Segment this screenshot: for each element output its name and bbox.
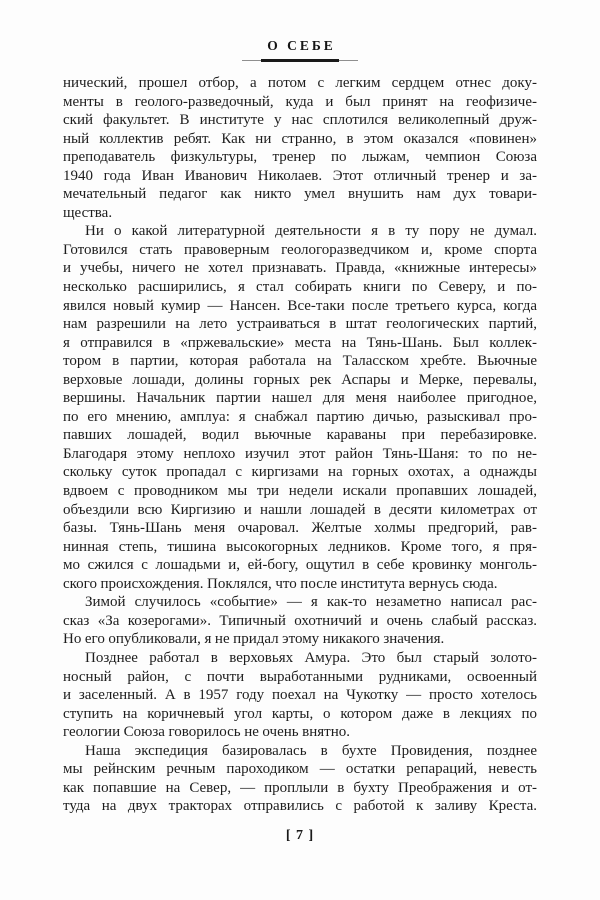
text-line: 1940 года Иван Иванович Николаев. Этот отличный тренер и за- xyxy=(63,167,537,184)
text-line: несколько расширились, я стал собирать книги по Северу, и по- xyxy=(63,279,537,296)
text-line: Наша экспедиция базировалась в бухте Провидения, позднее xyxy=(85,742,537,759)
text-line: тором в партии, которая работала на Таласском хребте. Вьючные xyxy=(63,353,537,370)
paragraph xyxy=(63,649,537,742)
text-line: ный коллектив ребят. Как ни странно, в этом оказался «повинен» xyxy=(63,130,537,147)
text-line: Позднее работал в верховьях Амура. Это был старый золото- xyxy=(85,649,537,666)
text-line: базы. Тянь-Шань меня очаровал. Желтые холмы предгорий, рав- xyxy=(63,520,537,537)
text-line: скольку суток пропадал с киргизами на горных охотах, а однажды xyxy=(63,464,537,481)
text-line: как попавшие на Север, — проплыли в бухту Преображения и от- xyxy=(63,779,537,796)
text-line: явился новый кумир — Нансен. Все-таки после третьего курса, когда xyxy=(63,297,537,314)
text-line: носный район, с почти выработанными рудниками, освоенный xyxy=(63,668,537,685)
text-line: ступить на коричневый угол карты, о котором даже в лекциях по xyxy=(63,705,537,722)
paragraph xyxy=(63,222,537,593)
text-line: и учебы, ничего не хотел признавать. Правда, «книжные интересы» xyxy=(63,260,537,277)
text-line: верховые лошади, долины горных рек Аспары и Мерке, перевалы, xyxy=(63,371,537,388)
text-line: щества. xyxy=(63,204,113,221)
text-line: нам разрешили на лето устраиваться в штат геологических партий, xyxy=(63,316,537,333)
text-line: нинная степь, тишина высокогорных ледников. Кроме того, я пря- xyxy=(63,538,537,555)
text-line: сказ «За козерогами». Типичный охотничий и очень слабый рассказ. xyxy=(63,612,537,629)
paragraph xyxy=(63,742,537,816)
header-ornament xyxy=(242,59,358,62)
text-line: Ни о какой литературной деятельности я в ту пору не думал. xyxy=(85,223,537,240)
text-line: преподаватель физкультуры, тренер по лыжам, чемпион Союза xyxy=(63,149,537,166)
text-line: менты в геолого-разведочный, куда и был принят на геофизиче- xyxy=(63,93,537,110)
page-number: [ 7 ] xyxy=(285,828,315,843)
text-line: Благодаря этому неплохо изучил этот район Тянь-Шаня: то по не- xyxy=(63,445,537,462)
text-line: вдвоем с проводником мы три недели искали пропавших лошадей, xyxy=(63,483,537,500)
paragraph xyxy=(63,74,537,222)
text-line: павших лошадей, водил вьючные караваны при перебазировке. xyxy=(63,427,537,444)
text-line: объездили всю Киргизию и нашли лошадей в десяти километрах от xyxy=(63,501,537,518)
text-line: мы рейнским речным пароходиком — остатки репараций, невесть xyxy=(63,761,537,778)
text-line: мечательный педагог как никто умел внушить нам дух товари- xyxy=(63,186,537,203)
ornament-thick-rule xyxy=(261,59,339,62)
paragraph xyxy=(63,593,537,649)
text-line: Готовился стать правоверным геологоразведчиком и, кроме спорта xyxy=(63,241,537,258)
text-line: по его мнению, амплуа: я снабжал партию дичью, разыскивал про- xyxy=(63,408,537,425)
text-line: геологии Союза говорилось не очень внятно. xyxy=(63,724,351,741)
text-line: ского происхождения. Поклялся, что после института вернусь сюда. xyxy=(63,575,498,592)
text-line: мо сжился с лошадьми и, ей-богу, ощутил в себе кровинку монголь- xyxy=(63,557,537,574)
text-line: ский факультет. В институте у нас сплотился великолепный друж- xyxy=(63,112,537,129)
text-line: вершины. Начальник партии нашел для меня наиболее пригодное, xyxy=(63,390,537,407)
text-line: Зимой случилось «событие» — я как-то незаметно написал рас- xyxy=(85,594,537,611)
running-head-title: О СЕБЕ xyxy=(267,38,336,53)
text-line: Но его опубликовали, я не придал этому никакого значения. xyxy=(63,631,445,648)
text-line: я отправился в «пржевальские» места на Тянь-Шань. Был коллек- xyxy=(63,334,537,351)
text-line: и заселенный. А в 1957 году поехал на Чукотку — просто хотелось xyxy=(63,687,537,704)
body-text xyxy=(63,74,537,816)
text-line: туда на двух тракторах отправились с работой к заливу Креста. xyxy=(63,798,537,815)
text-line: нический, прошел отбор, а потом с легким сердцем отнес доку- xyxy=(63,75,537,91)
